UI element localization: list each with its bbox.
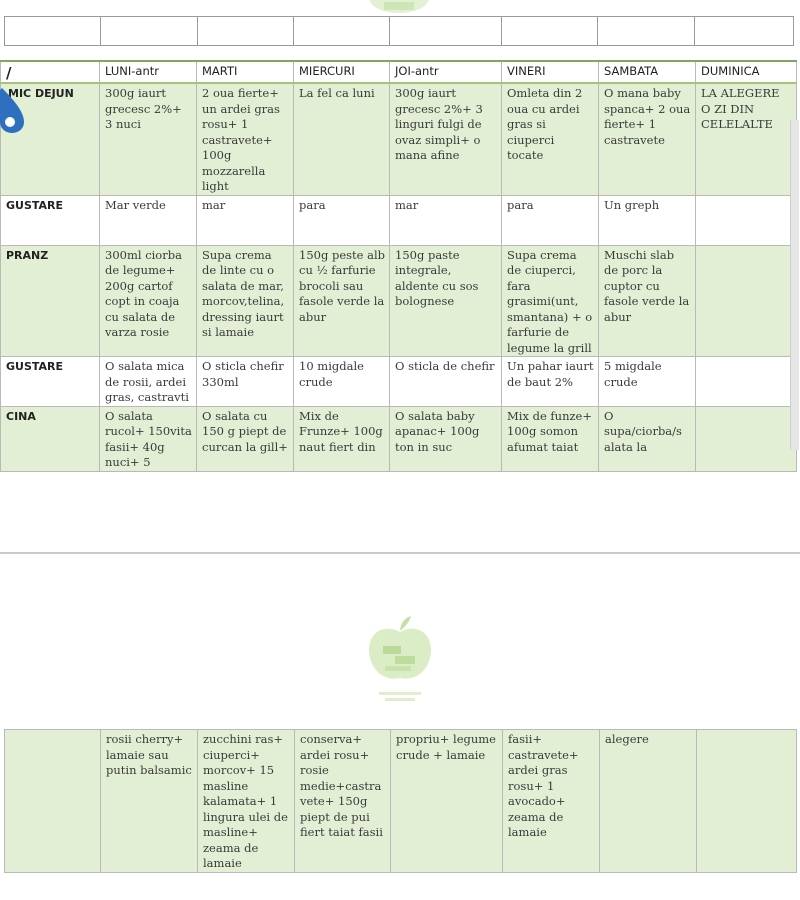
continuation-row (5, 730, 797, 873)
empty-cell (198, 17, 295, 45)
meal-cell: rosii cherry+ lamaie sau putin balsamic (101, 730, 198, 873)
previous-table-row (4, 16, 794, 46)
scrollbar-edge[interactable] (790, 120, 799, 450)
meal-cell: 150g paste integrale, aldente cu sos bolognese (390, 245, 502, 357)
meal-cell: Un greph (599, 195, 696, 245)
meal-cell: alegere (600, 730, 697, 873)
day-header-vineri: VINERI (502, 61, 599, 83)
day-header-joi: JOI-antr (390, 61, 502, 83)
day-header-luni: LUNI-antr (100, 61, 197, 83)
meal-cell: 150g peste alb cu ½ farfurie brocoli sau fasole verde la abur (294, 245, 390, 357)
meal-cell: 300g iaurt grecesc 2%+ 3 linguri fulgi de ovaz simpli+ o mana afine (390, 83, 502, 195)
apple-logo-top-icon (366, 0, 432, 14)
meal-cell: O salata rucol+ 150vita fasii+ 40g nuci+ 5 (100, 406, 197, 471)
meal-cell: 300g iaurt grecesc 2%+ 3 nuci (100, 83, 197, 195)
meal-cell (5, 730, 101, 873)
day-header-sambata: SAMBATA (599, 61, 696, 83)
meal-cell: 300ml ciorba de legume+ 200g cartof copt in coaja cu salata de varza rosie (100, 245, 197, 357)
meal-cell: mar (197, 195, 294, 245)
row-label: GUSTARE (1, 195, 100, 245)
header-row (1, 61, 797, 83)
meal-cell: fasii+ castravete+ ardei gras rosu+ 1 avocado+ zeama de lamaie (503, 730, 600, 873)
meal-cell (696, 357, 797, 407)
meal-cell: propriu+ legume crude + lamaie (391, 730, 503, 873)
meal-cell: O mana baby spanca+ 2 oua fierte+ 1 castravete (599, 83, 696, 195)
meal-cell (696, 406, 797, 471)
meal-cell: zucchini ras+ ciuperci+ morcov+ 15 masline kalamata+ 1 lingura ulei de masline+ zeama de lamaie (198, 730, 295, 873)
meal-cell (696, 245, 797, 357)
page-divider (0, 552, 800, 554)
meal-cell: para (502, 195, 599, 245)
meal-plan-continuation-table (4, 729, 797, 873)
table-row-cina (1, 406, 797, 471)
meal-cell: 2 oua fierte+ un ardei gras rosu+ 1 castravete+ 100g mozzarella light (197, 83, 294, 195)
table-row-gustare (1, 195, 797, 245)
meal-cell: conserva+ ardei rosu+ rosie medie+castra vete+ 150g piept de pui fiert taiat fasii (295, 730, 391, 873)
meal-cell: Mix de Frunze+ 100g naut fiert din (294, 406, 390, 471)
meal-cell: Supa crema de linte cu o salata de mar, morcov,telina, dressing iaurt si lamaie (197, 245, 294, 357)
meal-cell: Supa crema de ciuperci, fara grasimi(unt, smantana) + o farfurie de legume la grill (502, 245, 599, 357)
day-header-duminica: DUMINICA (696, 61, 797, 83)
meal-cell: O salata cu 150 g piept de curcan la gill+ (197, 406, 294, 471)
table-row-gustare-2 (1, 357, 797, 407)
empty-cell (5, 17, 101, 45)
meal-plan-table (0, 60, 797, 472)
meal-cell: Omleta din 2 oua cu ardei gras si ciuperci tocate (502, 83, 599, 195)
empty-cell (502, 17, 599, 45)
meal-cell (697, 730, 797, 873)
corner-cell: / (1, 61, 100, 83)
meal-cell: La fel ca luni (294, 83, 390, 195)
meal-cell (696, 195, 797, 245)
table-row-pranz (1, 245, 797, 357)
empty-cell (101, 17, 198, 45)
meal-cell: O sticla de chefir (390, 357, 502, 407)
day-header-miercuri: MIERCURI (294, 61, 390, 83)
meal-cell: Muschi slab de porc la cuptor cu fasole verde la abur (599, 245, 696, 357)
table-row-mic-dejun (1, 83, 797, 195)
meal-cell: LA ALEGERE O ZI DIN CELELALTE (696, 83, 797, 195)
water-drop-icon[interactable] (0, 86, 26, 134)
meal-cell: Un pahar iaurt de baut 2% (502, 357, 599, 407)
meal-cell: O sticla chefir 330ml (197, 357, 294, 407)
apple-logo-icon (365, 612, 435, 706)
empty-cell (598, 17, 695, 45)
meal-cell: O supa/ciorba/s alata la (599, 406, 696, 471)
empty-cell (695, 17, 793, 45)
row-label: CINA (1, 406, 100, 471)
meal-cell: Mix de funze+ 100g somon afumat taiat (502, 406, 599, 471)
row-label: GUSTARE (1, 357, 100, 407)
meal-cell: para (294, 195, 390, 245)
meal-cell: Mar verde (100, 195, 197, 245)
meal-cell: 5 migdale crude (599, 357, 696, 407)
empty-cell (294, 17, 390, 45)
empty-cell (390, 17, 502, 45)
meal-cell: mar (390, 195, 502, 245)
day-header-marti: MARTI (197, 61, 294, 83)
row-label: MIC DEJUN (1, 83, 100, 195)
meal-cell: 10 migdale crude (294, 357, 390, 407)
meal-cell: O salata mica de rosii, ardei gras, castravti (100, 357, 197, 407)
meal-cell: O salata baby apanac+ 100g ton in suc (390, 406, 502, 471)
row-label: PRANZ (1, 245, 100, 357)
